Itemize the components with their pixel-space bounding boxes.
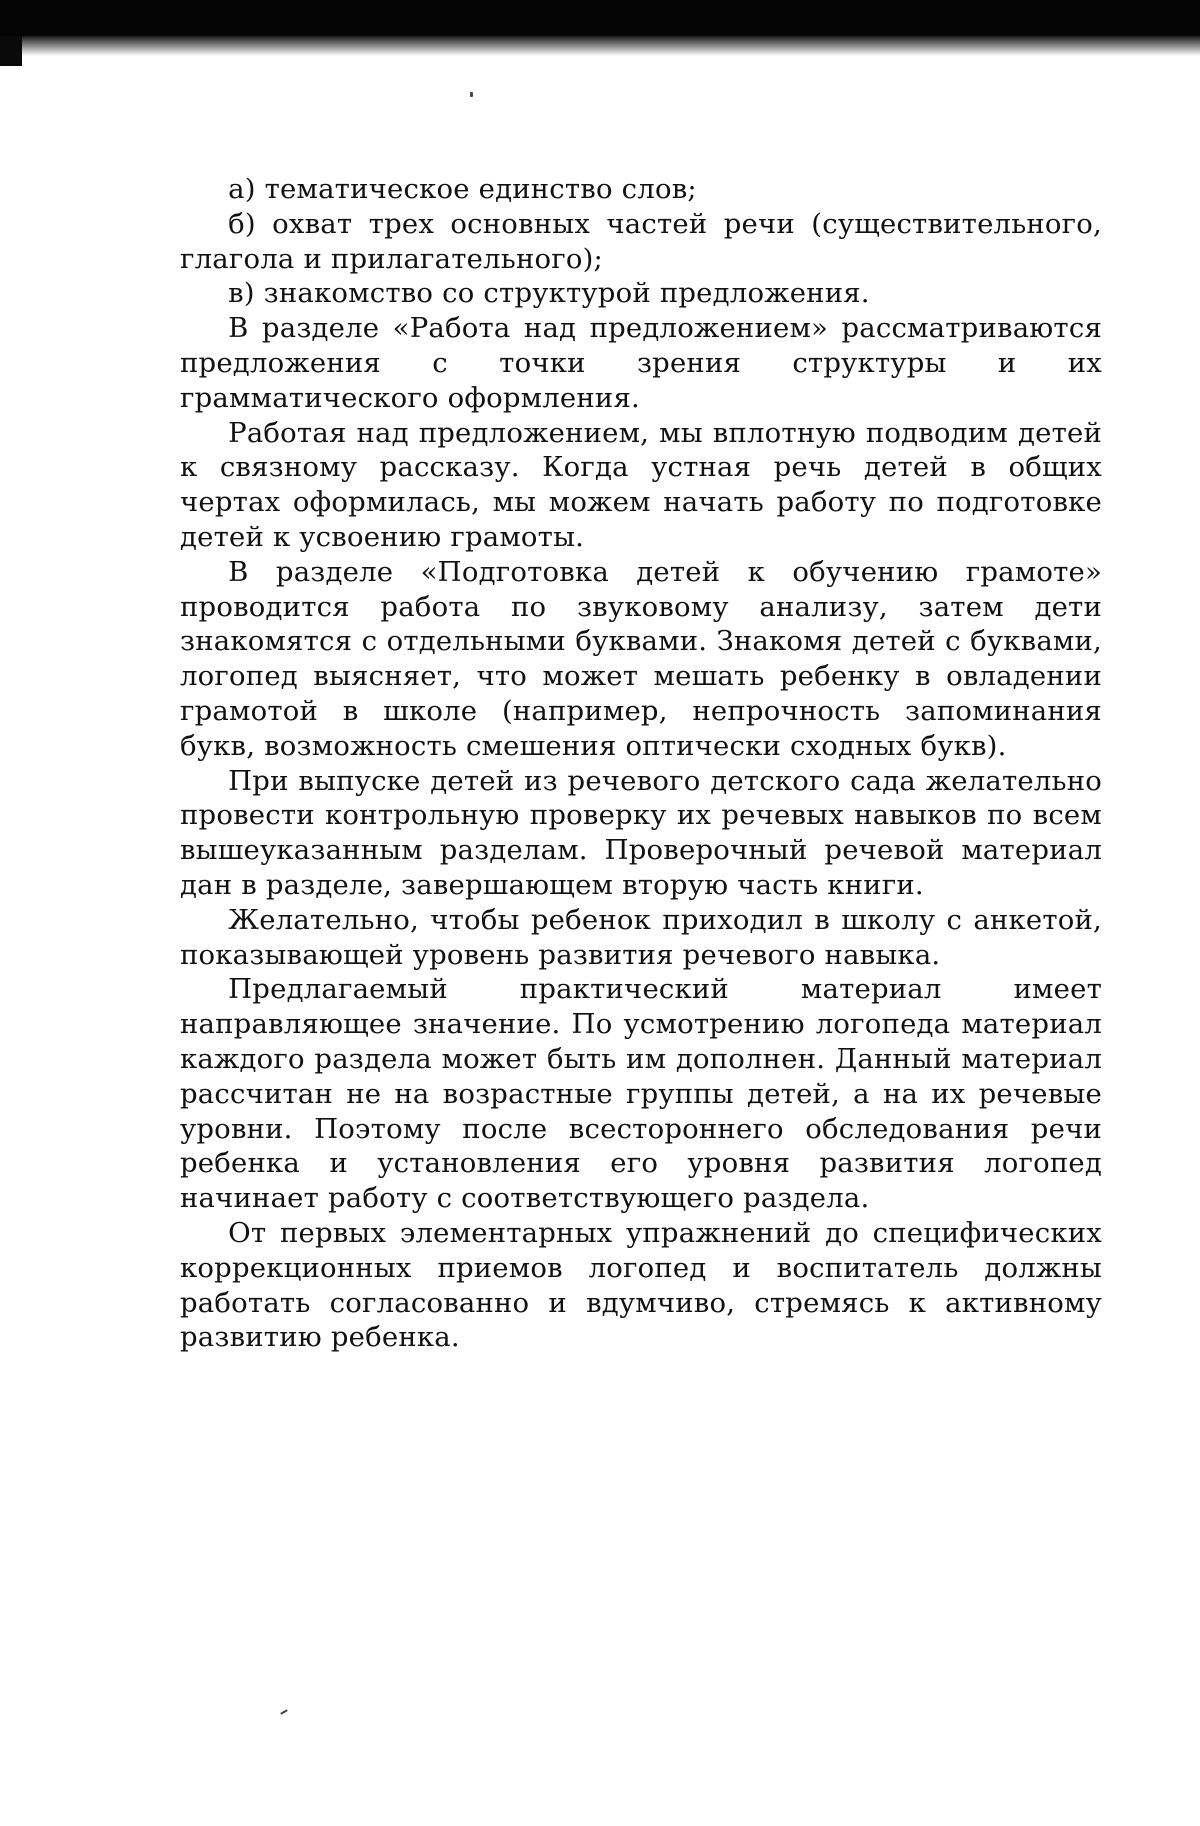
list-item: б) охват трех основных частей речи (существительного, глагола и прилагательного); — [180, 207, 1102, 275]
scan-speck — [470, 92, 473, 97]
paragraph: Работая над предложением, мы вплотную подводим детей к связному рассказу. Когда устная речь детей в общих чертах оформилась, мы можем начать работу по подготовке детей к усвоению грамоты. — [180, 416, 1102, 553]
paragraph: Предлагаемый практический материал имеет направляющее значение. По усмотрению логопеда материал каждого раздела может быть им дополнен. Данный материал рассчитан не на возрастные группы детей, а на их речевые уровни. Поэтому после всестороннего обследования речи ребенка и установления его уровня развития логопед начинает работу с соответствующего раздела. — [180, 973, 1102, 1215]
list-item: в) знакомство со структурой предложения. — [228, 277, 870, 310]
list-item: а) тематическое единство слов; — [228, 173, 697, 205]
paragraph: При выпуске детей из речевого детского сада желательно провести контрольную проверку их речевых навыков по всем вышеуказанным разделам. Проверочный речевой материал дан в разделе, завершающем вторую часть книги. — [180, 764, 1102, 901]
document-page — [180, 172, 1102, 1355]
scan-speck — [280, 1709, 288, 1715]
scan-edge-shadow — [0, 36, 1200, 56]
paragraph: В разделе «Подготовка детей к обучению грамоте» проводится работа по звуковому анализу, затем дети знакомятся с отдельными буквами. Знакомя детей с буквами, логопед выясняет, что может мешать ребенку в овладении грамотой в школе (например, непрочность запоминания букв, возможность смешения оптически сходных букв). — [180, 555, 1102, 762]
paragraph: В разделе «Работа над предложением» рассматриваются предложения с точки зрения структуры и их грамматического оформления. — [180, 312, 1102, 414]
scan-edge-lip — [0, 36, 22, 66]
paragraph: Желательно, чтобы ребенок приходил в школу с анкетой, показывающей уровень развития речевого навыка. — [180, 903, 1102, 971]
scan-dark-edge — [0, 0, 1200, 36]
paragraph: От первых элементарных упражнений до специфических коррекционных приемов логопед и воспитатель должны работать согласованно и вдумчиво, стремясь к активному развитию ребенка. — [180, 1216, 1102, 1354]
